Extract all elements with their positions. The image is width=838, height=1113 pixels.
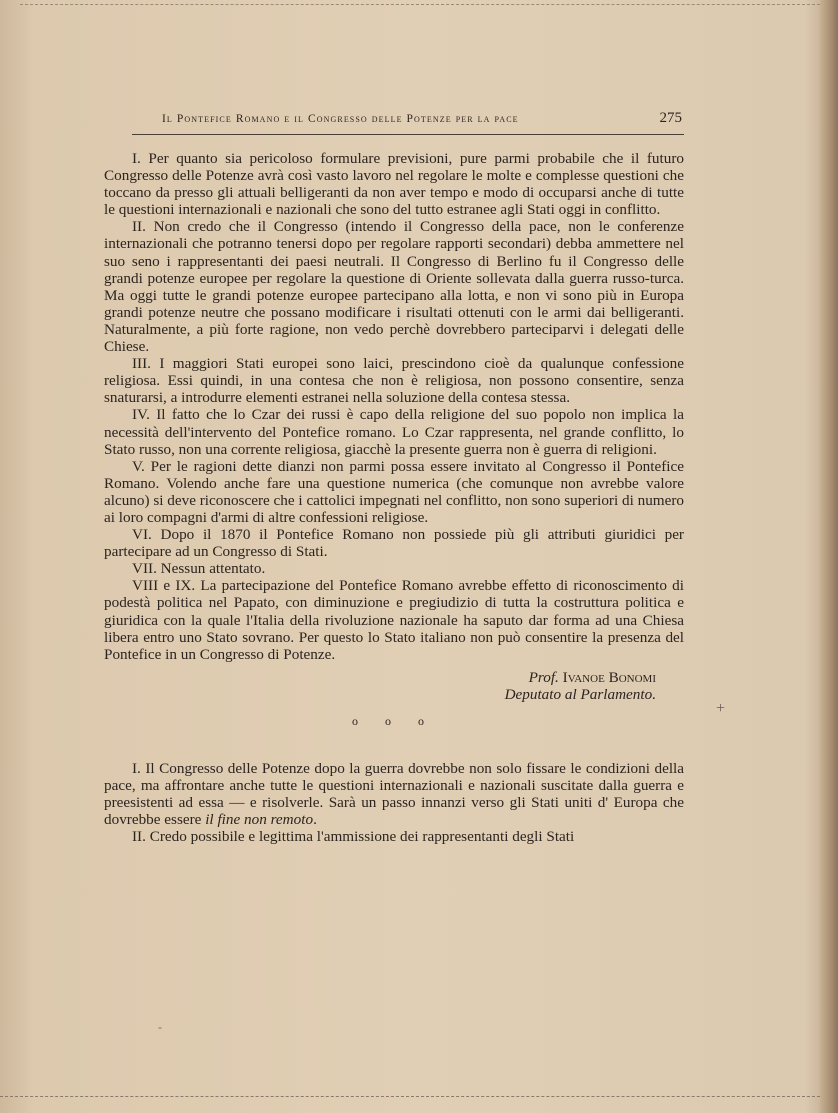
article-body bbox=[104, 150, 684, 846]
paragraph: IV. Il fatto che lo Czar dei russi è capo della religione del suo popolo non implica la necessità dell'intervento del Pontefice romano. Lo Czar rappresenta, nel grande conflitto, lo Stato russo, non una corrente religiosa, giacchè la presente guerra non è guerra di religioni. bbox=[104, 406, 684, 458]
section-ornament: o o o bbox=[352, 714, 436, 728]
paragraph: II. Non credo che il Congresso (intendo il Congresso della pace, non le conferenze internazionali che potranno tenersi dopo per regolare rapporti secondari) debba ammettere nel suo seno i rappresentanti dei paesi neutrali. Il Congresso di Berlino fu il Congresso delle grandi potenze europee per regolare la questione di Oriente sollevata dalla guerra russo-turca. Ma oggi tutte le grandi potenze europee partecipano alla lotta, e non vi sono più in Europa grandi potenze neutre che possano modificare i risultati ottenuti con le armi dai belligeranti. Naturalmente, a più forte ragione, non vedo perchè dovrebbero parteciparvi i delegati delle Chiese. bbox=[104, 218, 684, 356]
signature-name-line bbox=[104, 669, 684, 686]
margin-tick-mark: - bbox=[158, 1020, 162, 1034]
page-number: 275 bbox=[659, 110, 682, 126]
paragraph: V. Per le ragioni dette dianzi non parmi possa essere invitato al Congresso il Pontefice Romano. Volendo anche fare una questione numerica (che comunque non avrebbe valore alcuno) si deve riconoscere che i cattolici impegnati nel conflitto, non sono superiori di numero ai loro compagni d'armi di altre confessioni religiose. bbox=[104, 457, 684, 526]
running-title: Il Pontefice Romano e il Congresso delle Potenze per la pace bbox=[162, 113, 519, 125]
paragraph: VI. Dopo il 1870 il Pontefice Romano non possiede più gli attributi giuridici per partecipare ad un Congresso di Stati. bbox=[104, 526, 684, 561]
paragraph: II. Credo possibile e legittima l'ammissione dei rappresentanti degli Stati bbox=[132, 828, 575, 846]
top-edge-perforation bbox=[20, 4, 820, 7]
page-edge-shadow bbox=[820, 0, 838, 1113]
signature-name: Ivanoe Bonomi bbox=[562, 668, 656, 686]
signature-title: Prof. bbox=[528, 668, 559, 686]
emphasis-text: il fine non remoto bbox=[205, 811, 314, 829]
paragraph: III. I maggiori Stati europei sono laici, prescindono cioè da qualunque confessione religiosa. Essi quindi, in una contesa che non è religiosa, non possono consentire, senza snaturarsi, a introdurre elementi estranei nella soluzione della contesa stessa. bbox=[104, 355, 684, 407]
paragraph bbox=[104, 760, 684, 828]
paragraph-end: . bbox=[313, 811, 317, 829]
paragraph-text: I. Il Congresso delle Potenze dopo la guerra dovrebbe non solo fissare le condizioni della pace, ma affrontare anche tutte le questioni internazionali e nazionali suscitate dalla guerra e preesistenti ad essa — e risolverle. Sarà un passo innanzi verso gli Stati uniti d' Europa che dovrebbe essere bbox=[104, 760, 684, 829]
second-response bbox=[104, 760, 684, 845]
running-header bbox=[132, 112, 684, 135]
bottom-edge-perforation bbox=[0, 1096, 820, 1099]
paragraph: VII. Nessun attentato. bbox=[132, 560, 266, 578]
paragraph: I. Per quanto sia pericoloso formulare previsioni, pure parmi probabile che il futuro Congresso delle Potenze avrà così vasto lavoro nel regolare le molte e complesse questioni che toccano da presso gli attuali belligeranti da non aver tempo e modo di occuparsi anche di tutte le questioni internazionali e nazionali che sono del tutto estranee agli Stati oggi in conflitto. bbox=[104, 150, 684, 219]
margin-cross-mark: + bbox=[716, 700, 726, 717]
paragraph: VIII e IX. La partecipazione del Pontefice Romano avrebbe effetto di riconoscimento di podestà politica nel Papato, con diminuzione e pregiudizio di tutta la costruttura politica e giuridica con la quale l'Italia della rivoluzione nazionale ha saputo dar forma ad una Chiesa libera entro uno Stato sovrano. Per questo lo Stato italiano non può consentire la presenza del Pontefice in un Congresso di Potenze. bbox=[104, 577, 684, 663]
signature-role: Deputato al Parlamento. bbox=[504, 685, 656, 703]
